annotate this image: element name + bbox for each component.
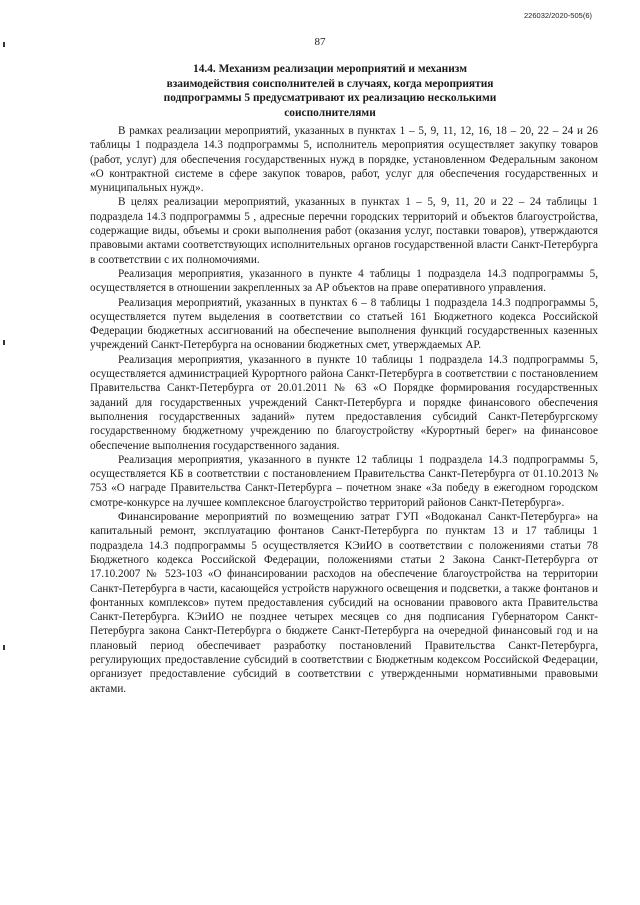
margin-scan-mark [3,42,5,47]
paragraph-item-10: Реализация мероприятия, указанного в пункте 10 таблицы 1 подраздела 14.3 подпрограммы 5, осуществляется администрацией Курортного района Санкт-Петербурга в соответствии с постановлением Правительства Санкт-Петербурга от 20.01.2011 № 63 «О Порядке формирования государственных заданий для государственных учреждений Санкт-Петербурга и порядке финансового обеспечения выполнения государственных заданий» путем предоставления субсидий Санкт-Петербургскому государственному бюджетному учреждению по благоустройству «Курортный берег» на финансовое обеспечение выполнения государственного задания. [90,353,598,452]
page-number: 87 [314,36,326,48]
heading-line: подпрограммы 5 предусматривают их реализацию несколькими [163,92,497,104]
paragraph-address-lists: В целях реализации мероприятий, указанных в пунктах 1 – 5, 9, 11, 20 и 22 – 24 таблицы 1 подраздела 14.3 подпрограммы 5 , адресные перечни городских территорий и объектов благоустройства, содержащие виды, объемы и сроки выполнения работ (оказания услуг, поставки товаров), утверждаются правовыми актами соответствующих исполнительных органов государственной власти Санкт-Петербурга в соответствии с их полномочиями. [90,196,598,266]
paragraph-procurement: В рамках реализации мероприятий, указанных в пунктах 1 – 5, 9, 11, 12, 16, 18 – 20, 22 – 24 и 26 таблицы 1 подраздела 14.3 подпрограммы 5, исполнитель мероприятия осуществляет закупку товаров (работ, услуг) для обеспечения государственных нужд в порядке, установленном Федеральным законом «О контрактной системе в сфере закупок товаров, работ, услуг для обеспечения государственных и муниципальных нужд». [90,125,598,195]
heading-line: 14.4. Механизм реализации мероприятий и механизм [193,63,467,75]
heading-line: взаимодействия соисполнителей в случаях, когда мероприятия [166,77,494,90]
paragraph-item-4: Реализация мероприятия, указанного в пункте 4 таблицы 1 подраздела 14.3 подпрограммы 5, осуществляется в отношении закрепленных за АР объектов на праве оперативного управления. [90,267,598,295]
paragraph-item-12: Реализация мероприятия, указанного в пункте 12 таблицы 1 подраздела 14.3 подпрограммы 5, осуществляется КБ в соответствии с постановлением Правительства Санкт-Петербурга от 01.10.2013 № 753 «О награде Правительства Санкт-Петербурга – почетном знаке «За победу в ежегодном городском смотре-конкурсе на лучшее комплексное благоустройство территорий районов Санкт-Петербурга». [90,453,598,509]
paragraph-fountains-financing: Финансирование мероприятий по возмещению затрат ГУП «Водоканал Санкт-Петербурга» на капитальный ремонт, эксплуатацию фонтанов Санкт-Петербурга по пунктам 13 и 17 таблицы 1 подраздела 14.3 подпрограммы 5 осуществляется КЭиИО в соответствии с положениями статьи 78 Бюджетного кодекса Российской Федерации, положениями статьи 2 Закона Санкт-Петербурга от 17.10.2007 № 523-103 «О финансировании расходов на обеспечение благоустройства на территории Санкт-Петербурга в части, касающейся устройств наружного освещения и подсветки, а также фонтанов и фонтанных комплексов» путем предоставления субсидий на основании правового акта Правительства Санкт-Петербурга. КЭиИО не позднее четырех месяцев со дня подписания Губернатором Санкт-Петербурга закона Санкт-Петербурга о бюджете Санкт-Петербурга на очередной финансовый год и на плановый период обеспечивает разработку постановлений Правительства Санкт-Петербурга, регулирующих предоставление субсидий в соответствии с Бюджетным кодексом Российской Федерации, организует предоставление субсидий в соответствии с утвержденными нормативными правовыми актами. [90,511,598,695]
document-code: 226032/2020-505(6) [524,11,592,20]
document-body [90,124,598,696]
margin-scan-mark [3,645,5,650]
heading-line: соисполнителями [284,106,376,119]
margin-scan-mark [3,340,5,345]
paragraph-items-6-8: Реализация мероприятий, указанных в пунктах 6 – 8 таблицы 1 подраздела 14.3 подпрограммы 5, осуществляется путем выделения в соответствии со статьей 161 Бюджетного кодекса Российской Федерации бюджетных ассигнований на обеспечение выполнения функций государственных казенных учреждений Санкт-Петербурга на основании бюджетных смет, утверждаемых АР. [90,296,598,352]
section-heading [130,62,530,120]
